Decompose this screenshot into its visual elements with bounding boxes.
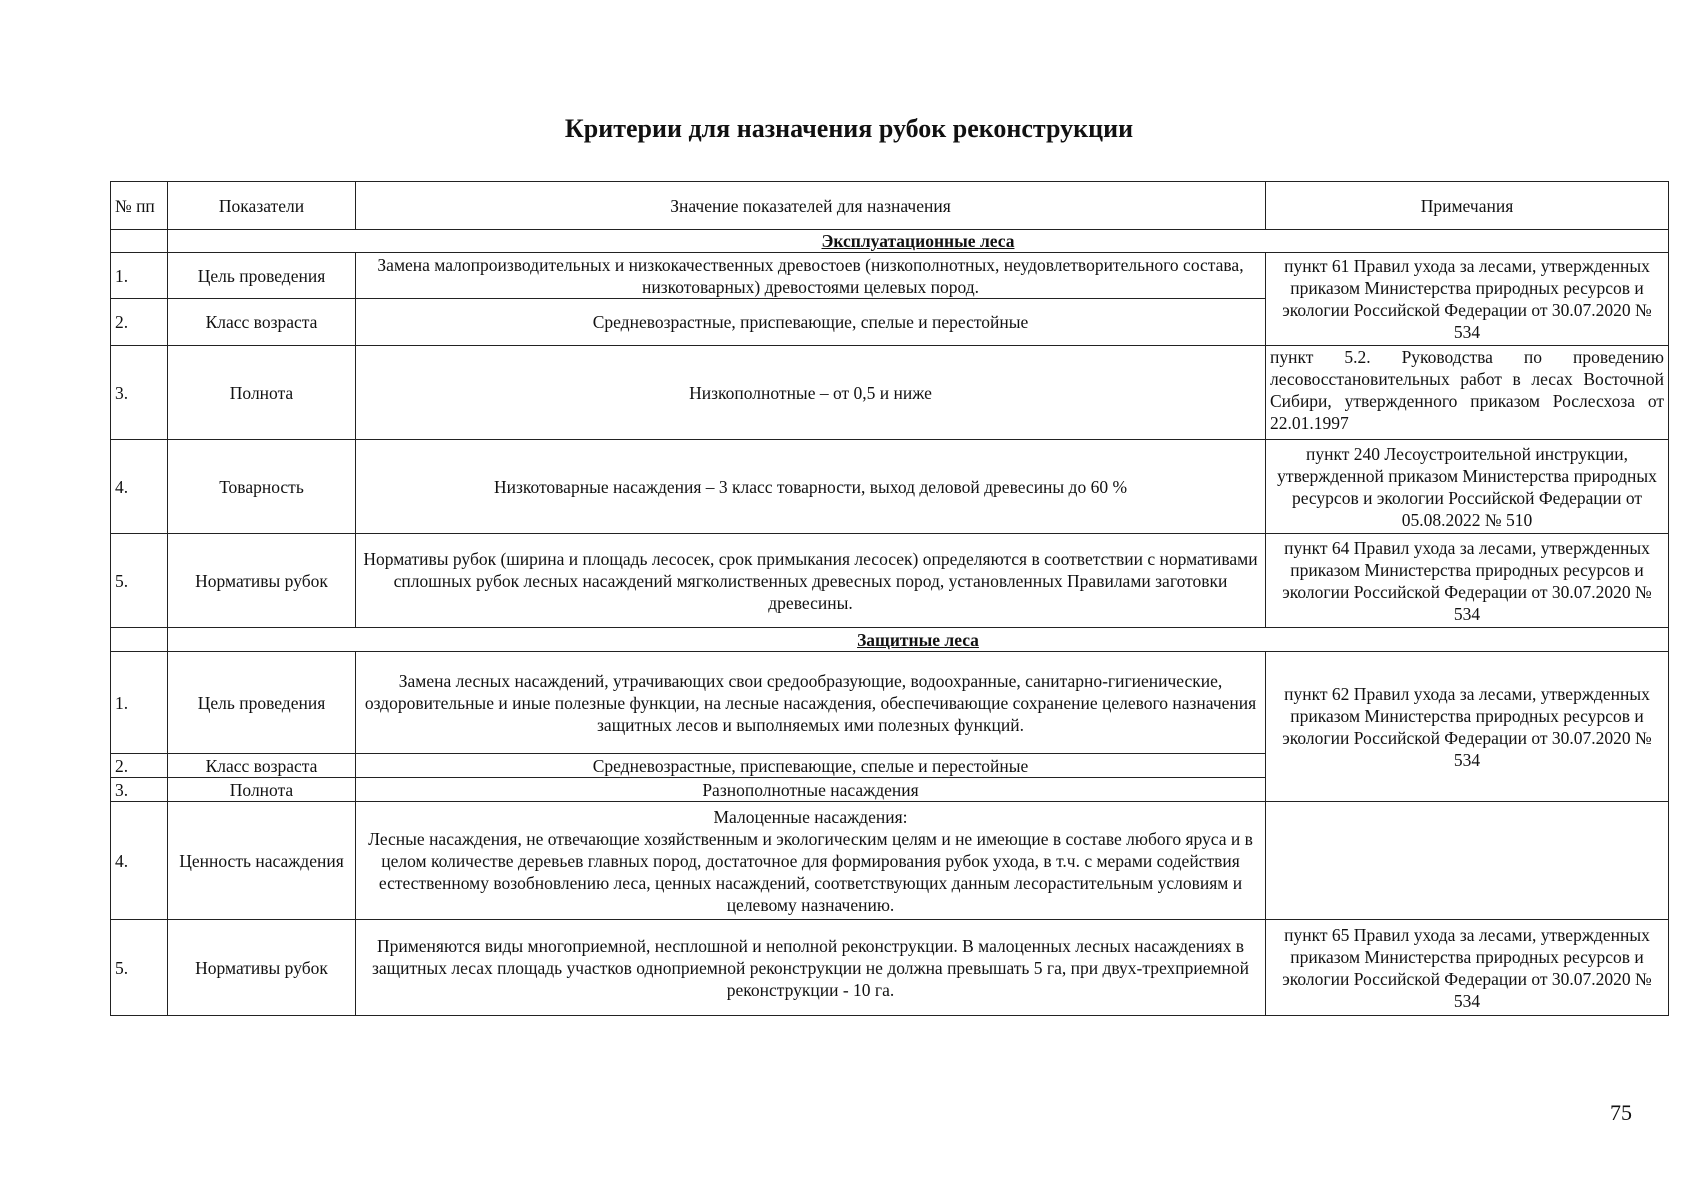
table-row	[111, 253, 1669, 299]
table-header-row	[111, 182, 1669, 230]
row-value: Нормативы рубок (ширина и площадь лесосек, срок примыкания лесосек) определяются в соответствии с нормативами сплошных рубок лесных насаждений мягколиственных древесных пород, установленных Правилами заготовки древесины.	[356, 534, 1266, 628]
table-row	[111, 652, 1669, 754]
table-row	[111, 440, 1669, 534]
row-indicator: Класс возраста	[168, 299, 356, 346]
row-indicator: Товарность	[168, 440, 356, 534]
table-row	[111, 920, 1669, 1016]
row-value: Замена лесных насаждений, утрачивающих свои средообразующие, водоохранные, санитарно-гигиенические, оздоровительные и иные полезные функции, на лесные насаждения, обеспечивающие сохранение целевого назначения защитных лесов и выполняемых ими полезных функций.	[356, 652, 1266, 754]
row-value: Средневозрастные, приспевающие, спелые и перестойные	[356, 299, 1266, 346]
document-title: Критерии для назначения рубок реконструкции	[564, 114, 1134, 143]
section-title: Эксплуатационные леса	[168, 230, 1669, 253]
header-values: Значение показателей для назначения	[356, 182, 1266, 230]
row-value: Низкополнотные – от 0,5 и ниже	[356, 346, 1266, 440]
row-num: 4.	[111, 802, 168, 920]
row-num: 5.	[111, 534, 168, 628]
row-value: Замена малопроизводительных и низкокачественных древостоев (низкополнотных, неудовлетворительного состава, низкотоварных) древостоями целевых пород.	[356, 253, 1266, 299]
header-notes: Примечания	[1266, 182, 1669, 230]
row-value: Средневозрастные, приспевающие, спелые и перестойные	[356, 754, 1266, 778]
table-row	[111, 802, 1669, 920]
row-num: 4.	[111, 440, 168, 534]
row-indicator: Ценность насаждения	[168, 802, 356, 920]
row-note: пункт 61 Правил ухода за лесами, утвержденных приказом Министерства природных ресурсов и экологии Российской Федерации от 30.07.2020 № 534	[1266, 253, 1669, 346]
row-indicator: Полнота	[168, 778, 356, 802]
row-note: пункт 64 Правил ухода за лесами, утвержденных приказом Министерства природных ресурсов и экологии Российской Федерации от 30.07.2020 № 534	[1266, 534, 1669, 628]
row-num: 1.	[111, 652, 168, 754]
section-title: Защитные леса	[168, 628, 1669, 652]
row-num: 3.	[111, 778, 168, 802]
row-num: 5.	[111, 920, 168, 1016]
row-value: Применяются виды многоприемной, несплошной и неполной реконструкции. В малоценных лесных насаждениях в защитных лесах площадь участков одноприемной реконструкции не должна превышать 5 га, при двух-трехприемной реконструкции - 10 га.	[356, 920, 1266, 1016]
header-num: № пп	[111, 182, 168, 230]
criteria-table	[110, 181, 1669, 1016]
row-note: пункт 65 Правил ухода за лесами, утвержденных приказом Министерства природных ресурсов и экологии Российской Федерации от 30.07.2020 № 534	[1266, 920, 1669, 1016]
row-indicator: Полнота	[168, 346, 356, 440]
row-note: пункт 5.2. Руководства по проведению лесовосстановительных работ в лесах Восточной Сибири, утвержденного приказом Рослесхоза от 22.01.1997	[1266, 346, 1669, 440]
row-note: пункт 240 Лесоустроительной инструкции, утвержденной приказом Министерства природных ресурсов и экологии Российской Федерации от 05.08.2022 № 510	[1266, 440, 1669, 534]
row-indicator: Цель проведения	[168, 253, 356, 299]
row-num: 2.	[111, 754, 168, 778]
row-indicator: Цель проведения	[168, 652, 356, 754]
row-value: Разнополнотные насаждения	[356, 778, 1266, 802]
row-indicator: Нормативы рубок	[168, 534, 356, 628]
section-num-cell	[111, 628, 168, 652]
row-note	[1266, 802, 1669, 920]
row-indicator: Нормативы рубок	[168, 920, 356, 1016]
row-note: пункт 62 Правил ухода за лесами, утвержденных приказом Министерства природных ресурсов и экологии Российской Федерации от 30.07.2020 № 534	[1266, 652, 1669, 802]
section-num-cell	[111, 230, 168, 253]
table-row	[111, 346, 1669, 440]
row-num: 2.	[111, 299, 168, 346]
row-value-title: Малоценные насаждения:	[713, 806, 908, 827]
page-number: 75	[1610, 1100, 1632, 1125]
header-indicators: Показатели	[168, 182, 356, 230]
section-row	[111, 230, 1669, 253]
row-indicator: Класс возраста	[168, 754, 356, 778]
table-row	[111, 534, 1669, 628]
row-num: 1.	[111, 253, 168, 299]
row-num: 3.	[111, 346, 168, 440]
row-value: Низкотоварные насаждения – 3 класс товарности, выход деловой древесины до 60 %	[356, 440, 1266, 534]
row-value	[356, 802, 1266, 920]
section-row	[111, 628, 1669, 652]
row-value-text: Лесные насаждения, не отвечающие хозяйственным и экологическим целям и не имеющие в составе любого яруса и в целом количестве деревьев главных пород, достаточное для формирования рубок ухода, в т.ч. с мерами содействия естественному возобновлению леса, ценных насаждений, соответствующих данным лесорастительным условиям и целевому назначению.	[368, 828, 1253, 915]
